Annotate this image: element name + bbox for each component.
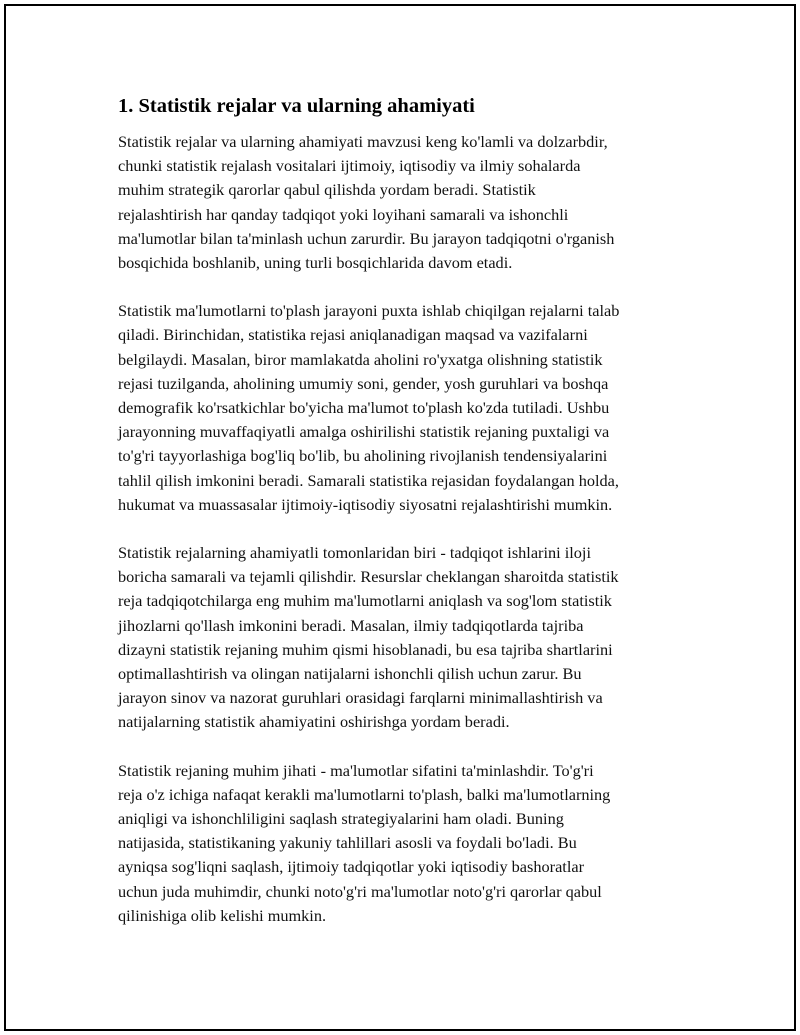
text-line: bosqichida boshlanib, uning turli bosqichlarida davom etadi. (118, 253, 513, 273)
text-line: reja o'z ichiga nafaqat kerakli ma'lumotlarni to'plash, balki ma'lumotlarning (118, 784, 611, 804)
text-line: natijalarning statistik ahamiyatini oshirishga yordam beradi. (118, 712, 510, 732)
paragraph-1 (118, 130, 690, 275)
text-line: chunki statistik rejalash vositalari ijtimoiy, iqtisodiy va ilmiy sohalarda (118, 156, 581, 176)
text-line: Statistik rejaning muhim jihati - ma'lumotlar sifatini ta'minlashdir. To'g'ri (118, 760, 594, 780)
text-line: Statistik rejalarning ahamiyatli tomonlaridan biri - tadqiqot ishlarini iloji (118, 543, 591, 563)
text-line: dizayni statistik rejaning muhim qismi hisoblanadi, bu esa tajriba shartlarini (118, 639, 613, 659)
text-line: Statistik rejalar va ularning ahamiyati mavzusi keng ko'lamli va dolzarbdir, (118, 132, 608, 151)
document-body (118, 92, 690, 952)
text-line: uchun juda muhimdir, chunki noto'g'ri ma'lumotlar noto'g'ri qarorlar qabul (118, 881, 602, 901)
paragraph-4 (118, 759, 690, 928)
text-line: natijasida, statistikaning yakuniy tahlillari asosli va foydali bo'ladi. Bu (118, 833, 577, 853)
text-line: belgilaydi. Masalan, biror mamlakatda aholini ro'yxatga olishning statistik (118, 349, 603, 369)
text-line: aniqligi va ishonchliligini saqlash strategiyalarini ham oladi. Buning (118, 809, 564, 829)
text-line: tahlil qilish imkonini beradi. Samarali statistika rejasidan foydalangan holda, (118, 470, 619, 490)
paragraph-3 (118, 541, 690, 735)
text-line: optimallashtirish va olingan natijalarni ishonchli qilish uchun zarur. Bu (118, 664, 582, 684)
text-line: qiladi. Birinchidan, statistika rejasi aniqlanadigan maqsad va vazifalarni (118, 325, 588, 345)
text-line: jarayon sinov va nazorat guruhlari orasidagi farqlarni minimallashtirish va (118, 688, 603, 708)
text-line: hukumat va muassasalar ijtimoiy-iqtisodiy siyosatni rejalashtirishi mumkin. (118, 494, 613, 514)
text-line: boricha samarali va tejamli qilishdir. Resurslar cheklangan sharoitda statistik (118, 567, 619, 587)
paragraph-2 (118, 299, 690, 517)
text-line: rejalashtirish har qanday tadqiqot yoki loyihani samarali va ishonchli (118, 204, 569, 224)
text-line: muhim strategik qarorlar qabul qilishda yordam beradi. Statistik (118, 180, 536, 200)
text-line: jihozlarni qo'llash imkonini beradi. Masalan, ilmiy tadqiqotlarda tajriba (118, 615, 584, 635)
text-line: rejasi tuzilganda, aholining umumiy soni, gender, yosh guruhlari va boshqa (118, 373, 609, 393)
text-line: ma'lumotlar bilan ta'minlash uchun zarurdir. Bu jarayon tadqiqotni o'rganish (118, 228, 615, 248)
text-line: Statistik ma'lumotlarni to'plash jarayoni puxta ishlab chiqilgan rejalarni talab (118, 301, 620, 321)
text-line: to'g'ri tayyorlashiga bog'liq bo'lib, bu aholining rivojlanish tendensiyalarini (118, 446, 608, 466)
text-line: reja tadqiqotchilarga eng muhim ma'lumotlarni aniqlash va sog'lom statistik (118, 591, 612, 611)
text-line: ayniqsa sog'liqni saqlash, ijtimoiy tadqiqotlar yoki iqtisodiy bashoratlar (118, 857, 584, 877)
text-line: qilinishiga olib kelishi mumkin. (118, 905, 327, 925)
section-heading: 1. Statistik rejalar va ularning ahamiyati (118, 95, 475, 117)
text-line: jarayonning muvaffaqiyatli amalga oshirilishi statistik rejaning puxtaligi va (118, 422, 610, 442)
text-line: demografik ko'rsatkichlar bo'yicha ma'lumot to'plash ko'zda tutiladi. Ushbu (118, 398, 610, 418)
